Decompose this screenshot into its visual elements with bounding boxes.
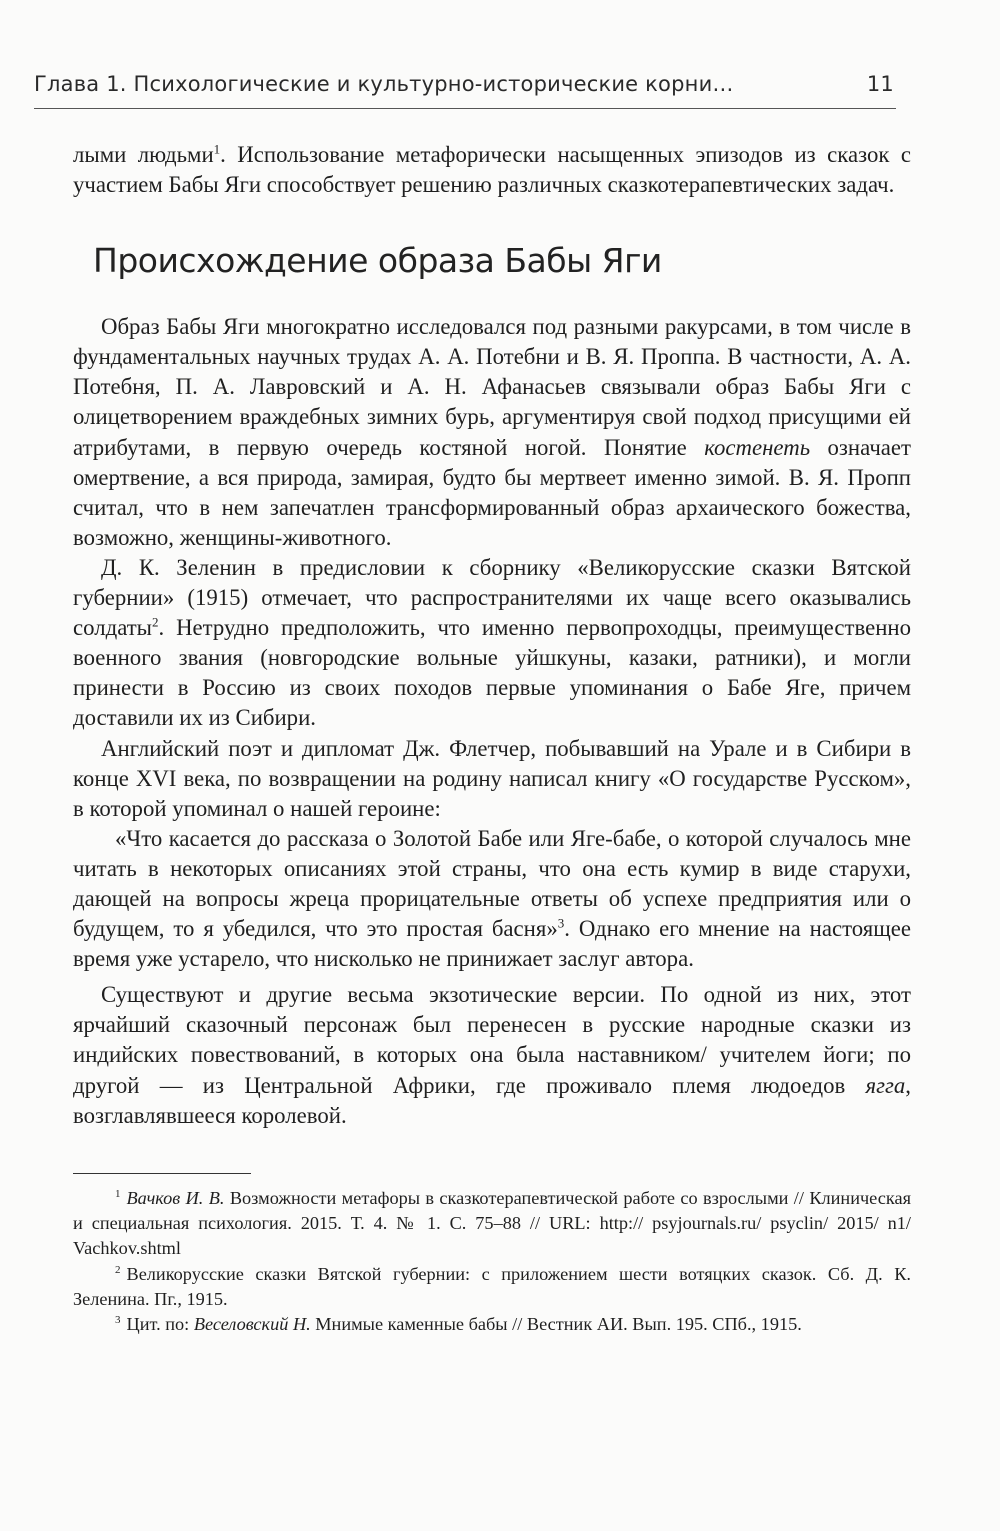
text-run: «Что касается до рассказа о Золотой Бабе или Яге-бабе, о которой случалось мне читать в некоторых описаниях этой страны, что она есть кумир в виде старухи, дающей на вопросы жреца прорицательные ответы об успехе предприятия или о будущем, то я убедился, что это простая басня» <box>73 825 911 942</box>
footnote-prefix: Цит. по: <box>126 1314 194 1335</box>
text-run: . Использование метафорически насыщенных эпизодов из сказок с участием Бабы Яги способствует решению различных сказкотерапевтических задач. <box>73 142 912 198</box>
paragraph-continued <box>73 140 911 200</box>
footnote-author: Веселовский Н. <box>193 1314 311 1335</box>
section-heading: Происхождение образа Бабы Яги <box>93 241 662 281</box>
footnote-ref-1: 1 <box>213 141 221 157</box>
footnote-ref-2: 2 <box>152 614 159 630</box>
page-body <box>73 140 911 1338</box>
footnote-mark: 3 <box>115 1314 121 1327</box>
paragraph-3: Английский поэт и дипломат Дж. Флетчер, побывавший на Урале и в Сибири в конце XVI века, по возвращении на родину написал книгу «О государстве Русском», в которой упоминал о нашей героине: <box>73 735 911 821</box>
running-head <box>34 64 896 109</box>
footnote-author: Вачков И. В. <box>126 1187 225 1208</box>
page-number: 11 <box>866 72 894 96</box>
footnote-2 <box>73 1262 911 1313</box>
paragraph-2 <box>73 553 911 734</box>
text-run: Образ Бабы Яги многократно исследовался под разными ракурсами, в том числе в фундаментальных научных трудах А. А. Потебни и В. Я. Проппа. В частности, А. А. Потебня, П. А. Лавровский и А. Н. Афанасьев связывали образ Бабы Яги с олицетворением враждебных зимних бурь, аргументируя свой подход присущими ей атрибутами, в первую очередь костяной ногой. Понятие <box>73 314 911 460</box>
paragraph-1 <box>73 312 911 553</box>
text-run: Д. К. Зеленин в предисловии к сборнику «Великорусские сказки Вятской губернии» (1915) отмечает, что распространителями их чаще всего оказывались солдаты <box>73 554 911 641</box>
quote-paragraph <box>73 824 911 974</box>
footnote-text: Великорусские сказки Вятской губернии: с приложением шести вотяцких сказок. Сб. Д. К. Зеленина. Пг., 1915. <box>73 1263 911 1309</box>
footnote-mark: 2 <box>115 1263 121 1276</box>
text-run: . Однако его мнение на настоящее время уже устарело, что нисколько не принижает заслуг автора. <box>73 916 911 972</box>
chapter-title: Глава 1. Психологические и культурно-исторические корни… <box>34 72 734 96</box>
footnote-3 <box>73 1312 911 1337</box>
paragraph-5 <box>73 980 911 1130</box>
text-run: означает омертвение, а вся природа, замирая, будто бы мертвеет именно зимой. В. Я. Пропп считал, что в нем запечатлен трансформированный образ архаического божества, возможно, женщины-животного. <box>73 434 911 550</box>
text-run: . Нетрудно предположить, что именно первопроходцы, преимущественно военного звания (новгородские вольные уйшкуны, казаки, ратники), и могли принести в Россию из своих походов первые упоминания о Бабе Яге, причем доставили их из Сибири. <box>73 615 911 731</box>
footnote-1 <box>73 1186 911 1262</box>
text-run: лыми людьми <box>73 142 214 167</box>
footnote-text: Возможности метафоры в сказкотерапевтической работе со взрослыми // Клиническая и специальная психология. 2015. Т. 4. № 1. С. 75–88 // URL: http:// psyjournals.ru/ psyclin/ 2015/ n1/ Vachkov.shtml <box>73 1187 911 1259</box>
footnotes <box>73 1186 911 1338</box>
footnote-text: Мнимые каменные бабы // Вестник АИ. Вып. 195. СПб., 1915. <box>310 1314 802 1335</box>
footnote-divider <box>73 1173 251 1174</box>
italic-term: костенеть <box>704 434 811 460</box>
text-run: Существуют и другие весьма экзотические версии. По одной из них, этот ярчайший сказочный персонаж был перенесен в русские народные сказки из индийских повествований, в которых она была наставником/ учителем йоги; по другой — из Центральной Африки, где проживало племя людоедов <box>73 982 911 1098</box>
footnote-ref-3: 3 <box>557 915 565 931</box>
text-run: , возглавлявшееся королевой. <box>73 1072 911 1128</box>
footnote-mark: 1 <box>115 1187 121 1200</box>
italic-term: ягга <box>865 1072 906 1098</box>
